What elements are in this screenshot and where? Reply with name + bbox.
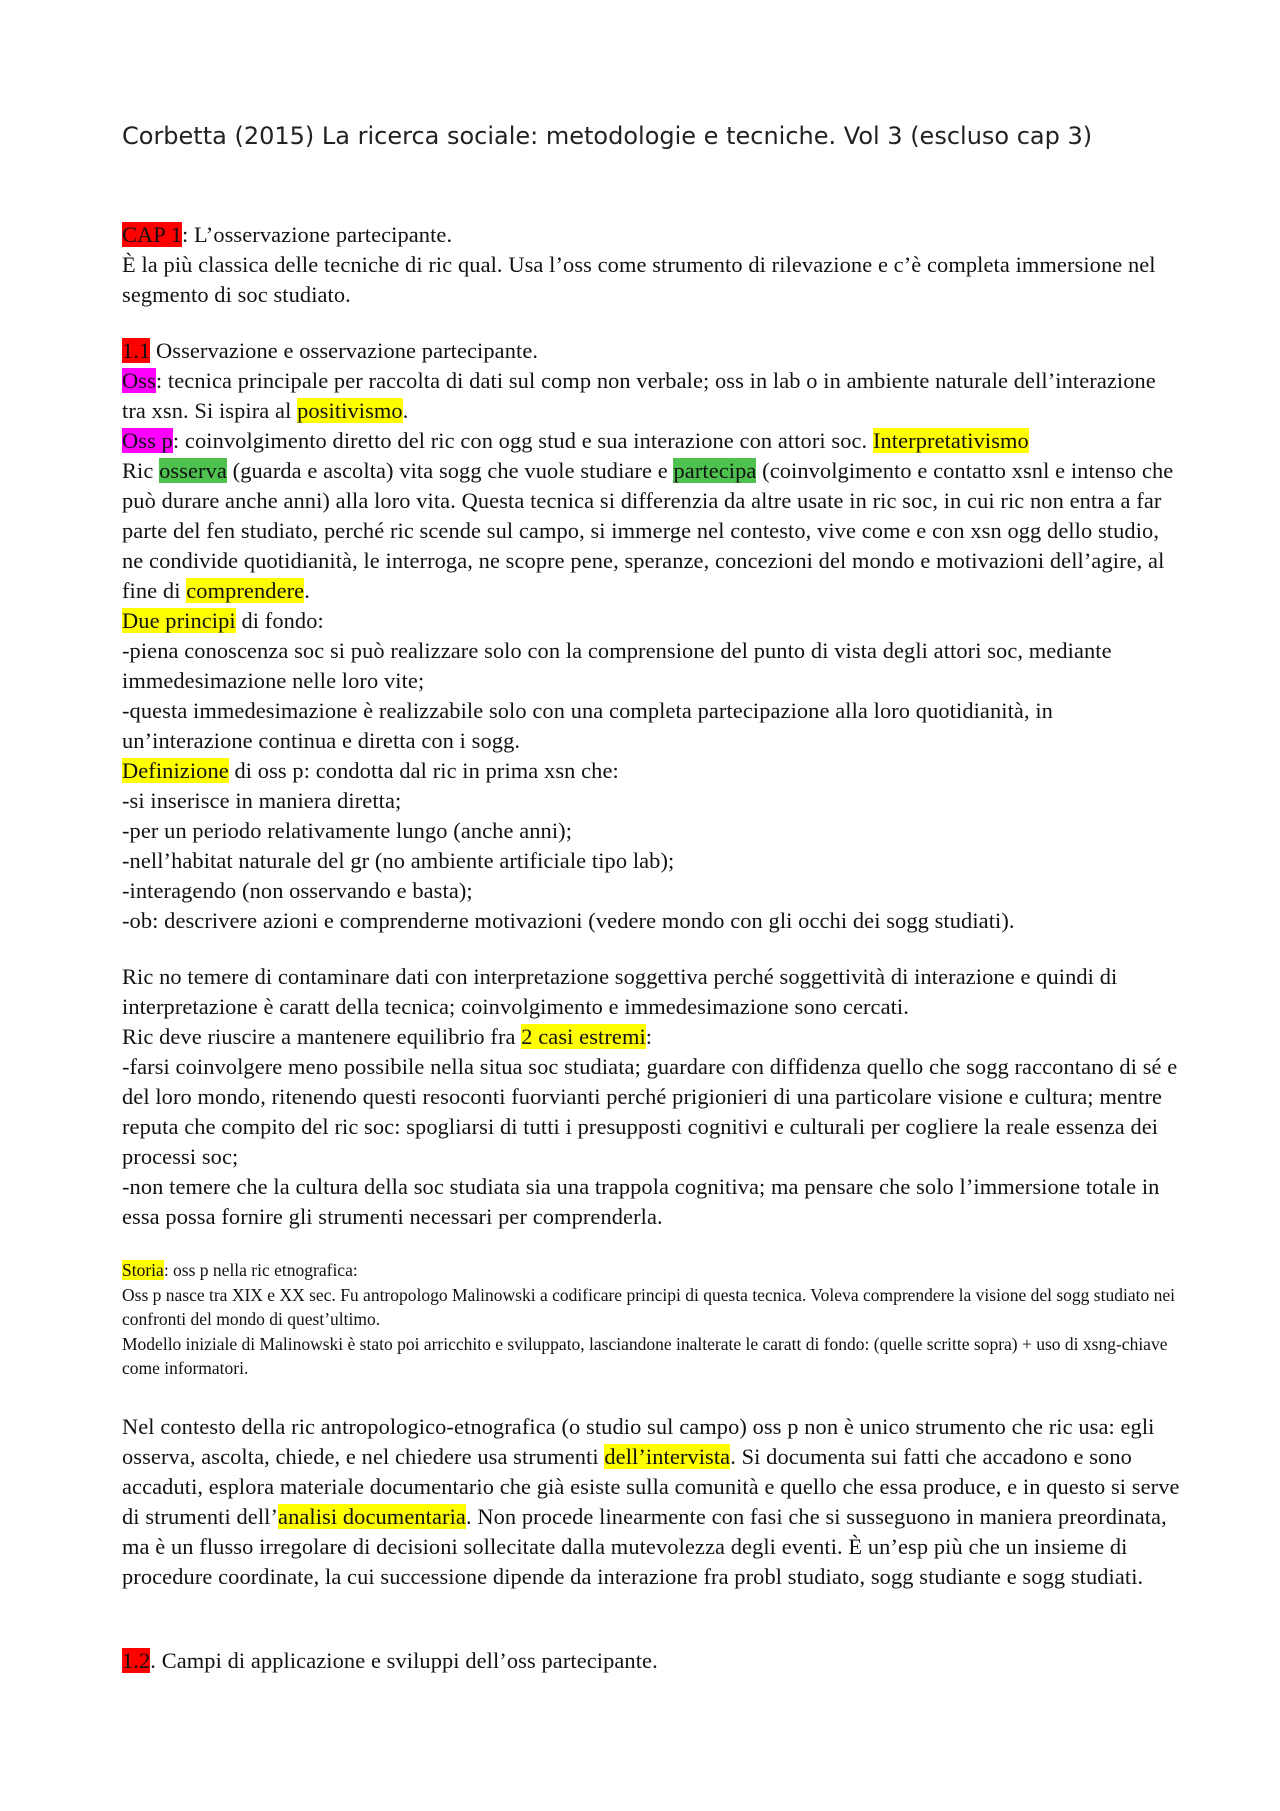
cap1-tag: CAP 1 <box>122 222 183 247</box>
ric-text-a: Ric <box>122 458 160 483</box>
section-cap1 <box>122 220 1182 310</box>
oss-end: . <box>402 398 409 423</box>
storia-heading <box>122 1258 1182 1283</box>
paragraph: -non temere che la cultura della soc studiata sia una trappola cognitiva; ma pensare che solo l’immersione totale in essa possa fornire gli strumenti necessari per comprenderla. <box>122 1174 1160 1229</box>
highlight-positivismo: positivismo <box>297 398 403 423</box>
highlight-definizione: Definizione <box>122 758 229 783</box>
highlight-2-casi-estremi: 2 casi estremi <box>521 1024 646 1049</box>
definition-item: -ob: descrivere azioni e comprenderne motivazioni (vedere mondo con gli occhi dei sogg studiati). <box>122 908 1015 933</box>
section-1-1 <box>122 336 1182 936</box>
ric-text-c: (coinvolgimento e contatto xsnl e intenso che può durare anche anni) alla loro vita. Questa tecnica si differenzia da altre usate in ric soc, in cui ric non entra a far parte del fen studiato, perché ric scende sul campo, si immerge nel contesto, vive come e con xsn ogg dello studio, ne condivide quotidianità, le interroga, ne scopre pene, speranze, concezioni del mondo e motivazioni dell’agire, al fine di <box>122 458 1174 603</box>
section-1-2-tag: 1.2 <box>122 1648 151 1673</box>
paragraph <box>122 1412 1182 1592</box>
paragraph: Ric no temere di contaminare dati con interpretazione soggettiva perché soggettività di interazione e quindi di interpretazione è caratt della tecnica; coinvolgimento e immedesimazione sono cercati. <box>122 964 1118 1019</box>
highlight-osserva: osserva <box>159 458 227 483</box>
cap1-paragraph: È la più classica delle tecniche di ric qual. Usa l’oss come strumento di rilevazione e c’è completa immersione nel segmento di soc studiato. <box>122 252 1156 307</box>
cap1-heading-text: : L’osservazione partecipante. <box>182 222 453 247</box>
highlight-partecipa: partecipa <box>673 458 757 483</box>
paragraph: -farsi coinvolgere meno possibile nella situa soc studiata; guardare con diffidenza quello che sogg raccontano di sé e del loro mondo, ritenendo questi resoconti fuorvianti perché prigionieri di una particolare visione e cultura; mentre reputa che compito del ric soc: spogliarsi di tutti i presupposti cognitivi e culturali per cogliere la reale essenza dei processi soc; <box>122 1054 1178 1169</box>
section-1-1-heading <box>122 336 1182 366</box>
equilibrio-text: Ric deve riuscire a mantenere equilibrio fra <box>122 1024 522 1049</box>
contesto-text-a: Nel contesto della ric antropologico-etnografica (o studio sul campo) oss p non è unico strumento che ric usa: egli osserva, ascolta, chiede, e nel chiedere usa strumenti <box>122 1414 1155 1469</box>
principle-item: -questa immedesimazione è realizzabile solo con una completa partecipazione alla loro quotidianità, in un’interazione continua e diretta con i sogg. <box>122 698 1053 753</box>
definition-item: -nell’habitat naturale del gr (no ambiente artificiale tipo lab); <box>122 848 675 873</box>
ric-paragraph <box>122 456 1182 606</box>
contesto-text-b: . Si documenta sui fatti che accadono e sono accaduti, esplora materiale documentario che già esiste sulla comunità e quello che essa produce, e in questo si serve di strumenti dell’ <box>122 1444 1180 1529</box>
oss-text: : tecnica principale per raccolta di dati sul comp non verbale; oss in lab o in ambiente naturale dell’interazione tra xsn. Si ispira al <box>122 368 1156 423</box>
highlight-storia: Storia <box>122 1260 164 1280</box>
section-equilibrio <box>122 962 1182 1232</box>
storia-paragraph: Oss p nasce tra XIX e XX sec. Fu antropologo Malinowski a codificare principi di questa tecnica. Voleva comprendere la visione del sogg studiato nei confronti del mondo di quest’ultimo. <box>122 1284 1175 1330</box>
storia-heading-text: : oss p nella ric etnografica: <box>163 1260 358 1280</box>
highlight-analisi-documentaria: analisi documentaria <box>278 1504 466 1529</box>
section-1-2-heading-text: . Campi di applicazione e sviluppi dell’oss partecipante. <box>150 1648 658 1673</box>
definition-item: -per un periodo relativamente lungo (anche anni); <box>122 818 573 843</box>
ossp-tag: Oss p <box>122 428 173 453</box>
due-principi-text: di fondo: <box>235 608 324 633</box>
oss-tag: Oss <box>122 368 156 393</box>
due-principi-line <box>122 606 1182 636</box>
section-1-1-tag: 1.1 <box>122 338 151 363</box>
contesto-text-c: . Non procede linearmente con fasi che si susseguono in maniera preordinata, ma è un flusso irregolare di decisioni sollecitate dalla mutevolezza degli eventi. È un’esp più che un insieme di procedure coordinate, la cui successione dipende da interazione fra probl studiato, sogg studiante e sogg studiati. <box>122 1504 1167 1589</box>
section-1-1-heading-text: Osservazione e osservazione partecipante. <box>150 338 539 363</box>
cap1-heading <box>122 220 1182 250</box>
highlight-comprendere: comprendere <box>186 578 305 603</box>
definizione-line <box>122 756 1182 786</box>
highlight-due-principi: Due principi <box>122 608 236 633</box>
section-contesto <box>122 1412 1182 1592</box>
paragraph <box>122 1022 1182 1052</box>
principle-item: -piena conoscenza soc si può realizzare solo con la comprensione del punto di vista degli attori soc, mediante immedesimazione nelle loro vite; <box>122 638 1112 693</box>
ossp-paragraph <box>122 426 1182 456</box>
section-1-2-heading <box>122 1646 1182 1676</box>
ric-end: . <box>304 578 310 603</box>
definition-item: -interagendo (non osservando e basta); <box>122 878 473 903</box>
section-1-2 <box>122 1646 1182 1676</box>
ric-text-b: (guarda e ascolta) vita sogg che vuole studiare e <box>226 458 674 483</box>
equilibrio-end: : <box>645 1024 653 1049</box>
highlight-intervista: dell’intervista <box>604 1444 731 1469</box>
definition-item: -si inserisce in maniera diretta; <box>122 788 402 813</box>
ossp-text: : coinvolgimento diretto del ric con ogg stud e sua interazione con attori soc. <box>172 428 873 453</box>
document-title: Corbetta (2015) La ricerca sociale: metodologie e tecniche. Vol 3 (escluso cap 3) <box>122 122 1093 150</box>
storia-paragraph: Modello iniziale di Malinowski è stato poi arricchito e sviluppato, lasciandone inalterate le caratt di fondo: (quelle scritte sopra) + uso di xsng-chiave come informatori. <box>122 1333 1168 1379</box>
section-storia <box>122 1258 1182 1381</box>
oss-paragraph <box>122 366 1182 426</box>
definizione-text: di oss p: condotta dal ric in prima xsn che: <box>228 758 619 783</box>
highlight-interpretativismo: Interpretativismo <box>872 428 1029 453</box>
